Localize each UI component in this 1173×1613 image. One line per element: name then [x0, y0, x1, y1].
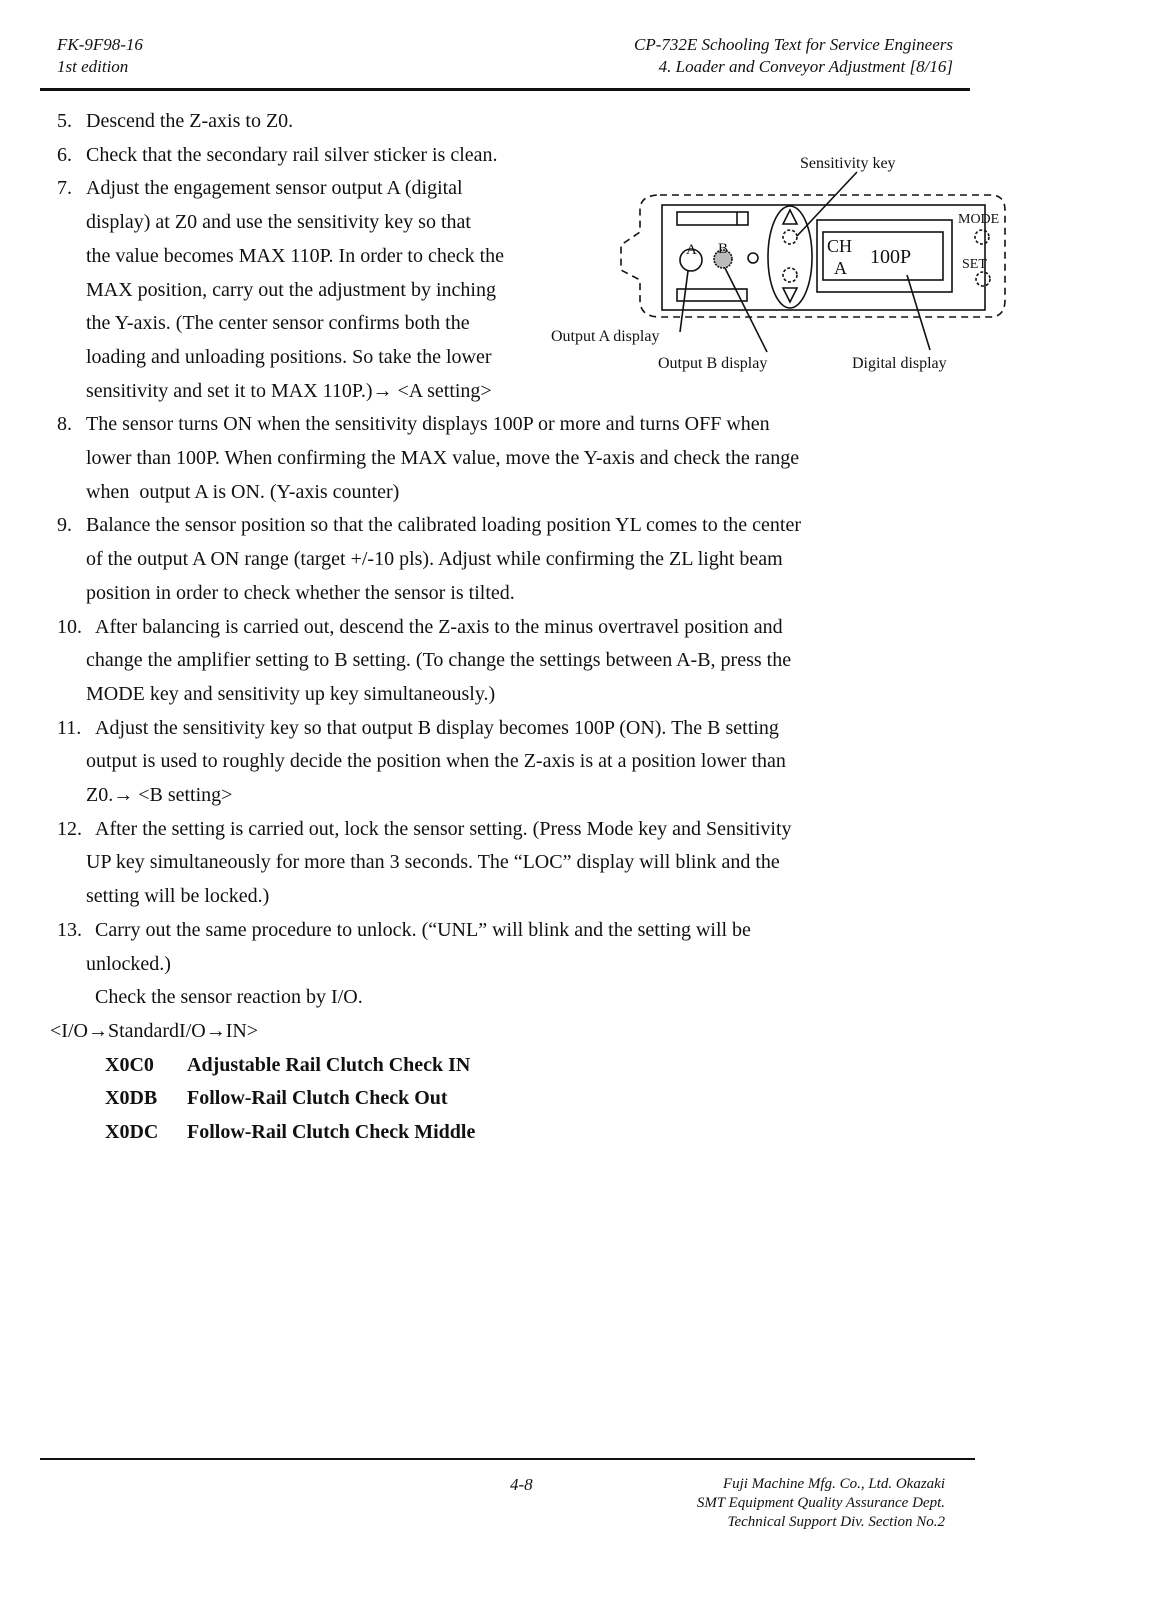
step-text-line: After balancing is carried out, descend the Z-axis to the minus overtravel position and — [95, 615, 783, 638]
sensor-amplifier-diagram — [540, 140, 1010, 390]
power-indicator — [748, 253, 758, 263]
page-number: 4-8 — [510, 1475, 533, 1494]
procedure-step — [57, 509, 1057, 610]
step-text-line: sensitivity and set it to MAX 110P.)→ <A setting> — [86, 379, 492, 402]
step-number: 12. — [57, 817, 82, 840]
sensitivity-key-leader — [797, 172, 857, 236]
step-text-line: MAX position, carry out the adjustment by inching — [86, 278, 496, 301]
display-channel: A — [834, 258, 847, 278]
footer-rule — [40, 1458, 975, 1460]
procedure-step — [57, 408, 1057, 509]
step-text-line: The sensor turns ON when the sensitivity displays 100P or more and turns OFF when — [86, 413, 770, 436]
step-text-line: After the setting is carried out, lock the sensor setting. (Press Mode key and Sensitivity — [95, 817, 792, 840]
output-b-display-label: Output B display — [658, 355, 768, 372]
company-name: Fuji Machine Mfg. Co., Ltd. Okazaki — [722, 1476, 945, 1492]
down-triangle-icon — [783, 288, 797, 302]
io-signal-code: X0C0 — [105, 1053, 154, 1076]
step-text-line: setting will be locked.) — [86, 885, 270, 908]
step-text-line: MODE key and sensitivity up key simultaneously.) — [86, 682, 496, 705]
step-text-line: output is used to roughly decide the position when the Z-axis is at a position lower than — [86, 750, 786, 773]
io-signal-row — [57, 1116, 1057, 1150]
step-number: 7. — [57, 177, 72, 200]
mode-label: MODE — [958, 212, 1000, 227]
display-value: 100P — [870, 246, 912, 268]
step-number: 9. — [57, 514, 72, 537]
io-signal-description: Adjustable Rail Clutch Check IN — [187, 1053, 471, 1076]
step-number: 6. — [57, 143, 72, 166]
step-text-line: UP key simultaneously for more than 3 seconds. The “LOC” display will blink and the — [86, 851, 780, 874]
sensitivity-up-key — [783, 230, 797, 244]
digital-display-label: Digital display — [852, 355, 947, 372]
step-number: 10. — [57, 615, 82, 638]
up-triangle-icon — [783, 210, 797, 224]
io-signal-row — [57, 1082, 1057, 1116]
step-text-line: loading and unloading positions. So take the lower — [86, 345, 492, 368]
step-text-line: Balance the sensor position so that the calibrated loading position YL comes to the center — [86, 514, 801, 537]
step-text-line: Check that the secondary rail silver sticker is clean. — [86, 143, 498, 166]
step-text-line: the Y-axis. (The center sensor confirms both the — [86, 312, 470, 335]
doc-id: FK-9F98-16 — [57, 35, 143, 54]
io-path: <I/O→StandardI/O→IN> — [50, 1019, 259, 1042]
step-number: 11. — [57, 716, 82, 739]
io-signal-description: Follow-Rail Clutch Check Out — [187, 1087, 448, 1110]
department: SMT Equipment Quality Assurance Dept. — [696, 1495, 945, 1511]
label-b: B — [718, 241, 729, 257]
digital-display-leader — [907, 275, 930, 350]
io-signal-code: X0DC — [105, 1121, 159, 1144]
output-a-display-label: Output A display — [551, 328, 660, 345]
io-signal-code: X0DB — [105, 1087, 158, 1110]
step-number: 8. — [57, 413, 72, 436]
display-ch: CH — [827, 236, 853, 256]
set-label: SET — [962, 257, 987, 272]
io-signal-description: Follow-Rail Clutch Check Middle — [187, 1121, 476, 1144]
step-text-line: when output A is ON. (Y-axis counter) — [86, 480, 400, 503]
label-a: A — [686, 242, 697, 258]
step-text-line: Carry out the same procedure to unlock. (“UNL” will blink and the setting will be — [95, 918, 751, 941]
step-text-line: unlocked.) — [86, 952, 171, 975]
step-text-line: position in order to check whether the sensor is tilted. — [86, 581, 515, 604]
section-title: 4. Loader and Conveyor Adjustment [8/16] — [658, 57, 953, 76]
procedure-step — [57, 611, 1057, 712]
step-text-line: Descend the Z-axis to Z0. — [86, 110, 294, 132]
step-text-line: Adjust the sensitivity key so that output B display becomes 100P (ON). The B setting — [95, 716, 779, 739]
step-text-line: lower than 100P. When confirming the MAX value, move the Y-axis and check the range — [86, 447, 800, 470]
step-text-line: Adjust the engagement sensor output A (digital — [86, 177, 463, 200]
sensitivity-key-label: Sensitivity key — [800, 155, 896, 172]
procedure-step — [57, 813, 1057, 914]
step-number: 13. — [57, 918, 82, 941]
io-signal-row — [57, 1049, 1057, 1083]
io-signal-list — [57, 1049, 1057, 1150]
procedure-step — [57, 712, 1057, 813]
step-text-line: change the amplifier setting to B setting. (To change the settings between A-B, press the — [86, 649, 792, 672]
header-left — [57, 34, 143, 78]
dashed-outline — [621, 195, 1005, 317]
edition: 1st edition — [57, 57, 129, 76]
step-text-line: of the output A ON range (target +/-10 pls). Adjust while confirming the ZL light beam — [86, 548, 783, 571]
step-text-line: the value becomes MAX 110P. In order to check the — [86, 244, 505, 267]
step-text-line: display) at Z0 and use the sensitivity key so that — [86, 211, 471, 234]
set-key — [976, 272, 990, 286]
step-number: 5. — [57, 110, 72, 132]
sensitivity-down-key — [783, 268, 797, 282]
mode-key — [975, 230, 989, 244]
procedure-step — [57, 914, 1057, 981]
step-text-line: Z0.→ <B setting> — [86, 784, 233, 807]
footer-company — [697, 1475, 945, 1532]
check-text: Check the sensor reaction by I/O. — [95, 986, 363, 1009]
header-rule — [40, 88, 970, 91]
division: Technical Support Div. Section No.2 — [727, 1514, 945, 1530]
procedure-step — [57, 105, 1057, 139]
header-right — [634, 34, 953, 78]
sensitivity-key-group — [768, 206, 812, 308]
doc-title: CP-732E Schooling Text for Service Engineers — [633, 35, 953, 54]
